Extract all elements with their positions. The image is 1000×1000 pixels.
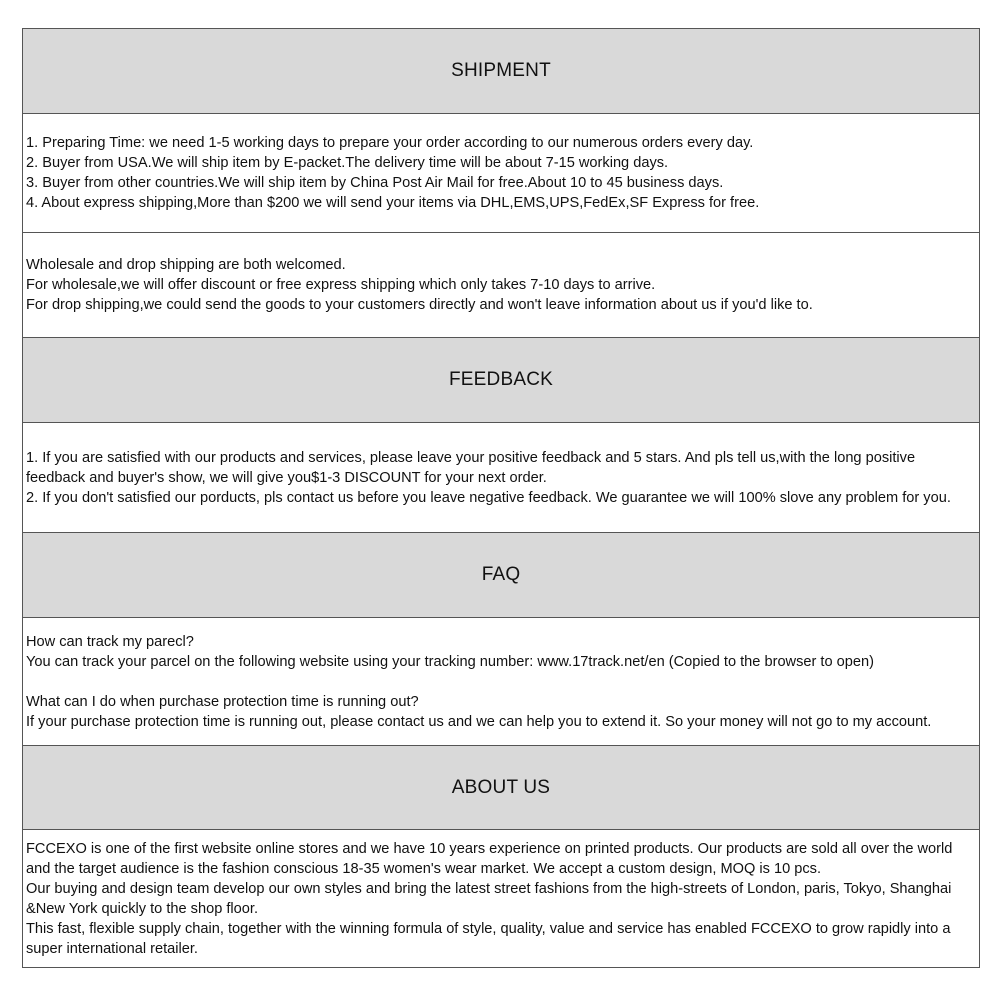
wholesale-line: For drop shipping,we could send the goods to your customers directly and won't leave information about us if you'd like to. [26, 297, 813, 313]
faq-details [23, 618, 979, 746]
feedback-item: 1. If you are satisfied with our products and services, please leave your positive feedback and 5 stars. And pls tell us,with the long positive feedback and buyer's show, we will give you$1-3 DISCOUNT for your next order. [26, 449, 916, 486]
shipment-item: 2. Buyer from USA.We will ship item by E-packet.The delivery time will be about 7-15 working days. [26, 155, 669, 171]
feedback-title: FEEDBACK [448, 369, 553, 390]
shipment-header [23, 29, 979, 114]
faq-title: FAQ [481, 564, 521, 585]
info-table [22, 28, 980, 968]
wholesale-line: Wholesale and drop shipping are both welcomed. [26, 257, 346, 273]
shipment-item: 1. Preparing Time: we need 1-5 working days to prepare your order according to our numerous orders every day. [26, 135, 754, 151]
about-paragraph: FCCEXO is one of the first website online stores and we have 10 years experience on printed products. Our products are sold all over the world and the target audience is the fashion conscious 18-35 women's wear market. We accept a custom design, MOQ is 10 pcs. [26, 841, 953, 877]
shipment-details [23, 114, 979, 233]
about-details [23, 830, 979, 968]
faq-question: How can track my parecl? [26, 633, 194, 650]
faq-answer: If your purchase protection time is running out, please contact us and we can help you to extend it. So your money will not go to my account. [26, 713, 932, 730]
wholesale-details [23, 233, 979, 338]
about-paragraph: This fast, flexible supply chain, together with the winning formula of style, quality, value and service has enabled FCCEXO to grow rapidly into a super international retailer. [26, 921, 951, 957]
shipment-item: 4. About express shipping,More than $200 we will send your items via DHL,EMS,UPS,FedEx,SF Express for free. [26, 195, 760, 211]
about-paragraph: Our buying and design team develop our own styles and bring the latest street fashions from the high-streets of London, paris, Tokyo, Shanghai &New York quickly to the shop floor. [26, 881, 952, 917]
shipment-title: SHIPMENT [451, 60, 551, 81]
about-title: ABOUT US [451, 776, 551, 798]
faq-spacer [26, 672, 976, 692]
shipment-item: 3. Buyer from other countries.We will ship item by China Post Air Mail for free.About 10 to 45 business days. [26, 175, 724, 191]
about-header [23, 746, 979, 830]
faq-answer: You can track your parcel on the following website using your tracking number: www.17track.net/en (Copied to the browser to open) [26, 653, 874, 670]
feedback-item: 2. If you don't satisfied our porducts, pls contact us before you leave negative feedback. We guarantee we will 100% slove any problem for you. [26, 489, 951, 506]
wholesale-line: For wholesale,we will offer discount or free express shipping which only takes 7-10 days to arrive. [26, 277, 656, 293]
feedback-details [23, 423, 979, 533]
feedback-header [23, 338, 979, 423]
faq-question: What can I do when purchase protection time is running out? [26, 693, 419, 710]
faq-header [23, 533, 979, 618]
